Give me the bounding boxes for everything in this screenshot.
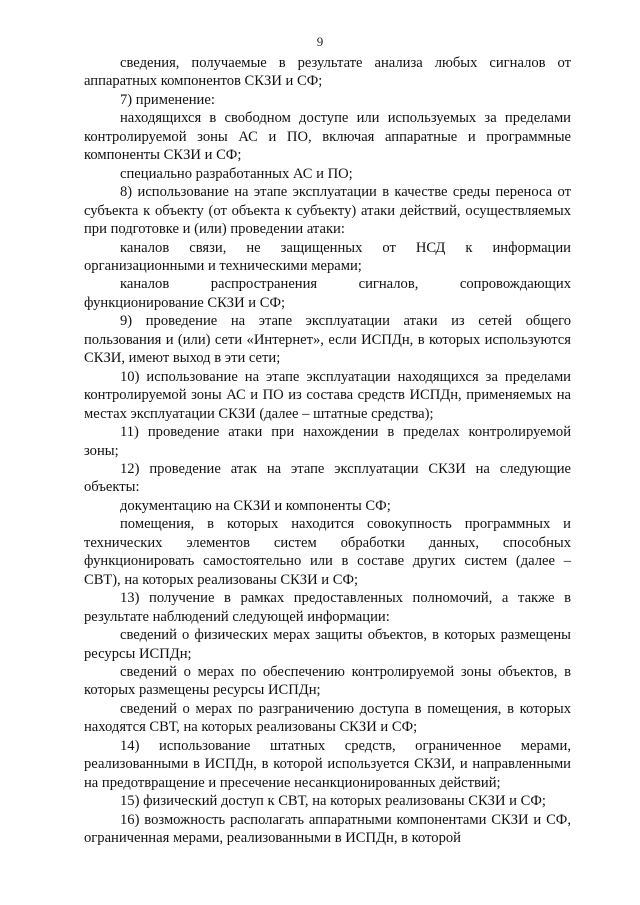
paragraph: помещения, в которых находится совокупность программных и технических элементов систем обработки данных, способных функционировать самостоятельно или в составе других систем (далее – СВТ), на которых реализованы СКЗИ и СФ;	[84, 516, 571, 588]
paragraph: 15) физический доступ к СВТ, на которых реализованы СКЗИ и СФ;	[120, 793, 546, 810]
paragraph: 10) использование на этапе эксплуатации находящихся за пределами контролируемой зоны АС и ПО из состава средств ИСПДн, применяемых на местах эксплуатации СКЗИ (далее – штатные средства);	[84, 368, 571, 422]
paragraph: 12) проведение атак на этапе эксплуатации СКЗИ на следующие объекты:	[84, 460, 571, 496]
paragraph: сведений о мерах по разграничению доступа в помещения, в которых находятся СВТ, на которых реализованы СКЗИ и СФ;	[84, 700, 571, 736]
paragraph: 14) использование штатных средств, ограниченное мерами, реализованными в ИСПДн, в которой используется СКЗИ, и направленными на предотвращение и пресечение несанкционированных действий;	[84, 737, 571, 791]
page-number: 9	[316, 34, 324, 49]
paragraph: документацию на СКЗИ и компоненты СФ;	[120, 497, 391, 514]
paragraph: сведения, получаемые в результате анализа любых сигналов от аппаратных компонентов СКЗИ и СФ;	[84, 55, 571, 90]
paragraph: 7) применение:	[120, 91, 215, 108]
paragraph: 11) проведение атаки при нахождении в пределах контролируемой зоны;	[84, 424, 571, 459]
document-body	[84, 54, 571, 847]
paragraph: каналов распространения сигналов, сопровождающих функционирование СКЗИ и СФ;	[84, 276, 571, 311]
paragraph: каналов связи, не защищенных от НСД к информации организационными и техническими мерами;	[84, 239, 571, 274]
paragraph: находящихся в свободном доступе или используемых за пределами контролируемой зоны АС и ПО, включая аппаратные и программные компоненты СКЗИ и СФ;	[84, 110, 571, 164]
paragraph: 16) возможность располагать аппаратными компонентами СКЗИ и СФ, ограниченная мерами, реализованными в ИСПДн, в которой	[84, 811, 571, 847]
paragraph: 13) получение в рамках предоставленных полномочий, а также в результате наблюдений следующей информации:	[84, 590, 571, 625]
paragraph: специально разработанных АС и ПО;	[120, 165, 353, 182]
paragraph: сведений о мерах по обеспечению контролируемой зоны объектов, в которых размещены ресурсы ИСПДн;	[84, 663, 571, 699]
paragraph: сведений о физических мерах защиты объектов, в которых размещены ресурсы ИСПДн;	[84, 627, 571, 662]
paragraph: 9) проведение на этапе эксплуатации атаки из сетей общего пользования и (или) сети «Интернет», если ИСПДн, в которых используются СКЗИ, имеют выход в эти сети;	[84, 313, 571, 367]
paragraph: 8) использование на этапе эксплуатации в качестве среды переноса от субъекта к объекту (от объекта к субъекту) атаки действий, осуществляемых при подготовке и (или) проведении атаки:	[84, 184, 571, 238]
